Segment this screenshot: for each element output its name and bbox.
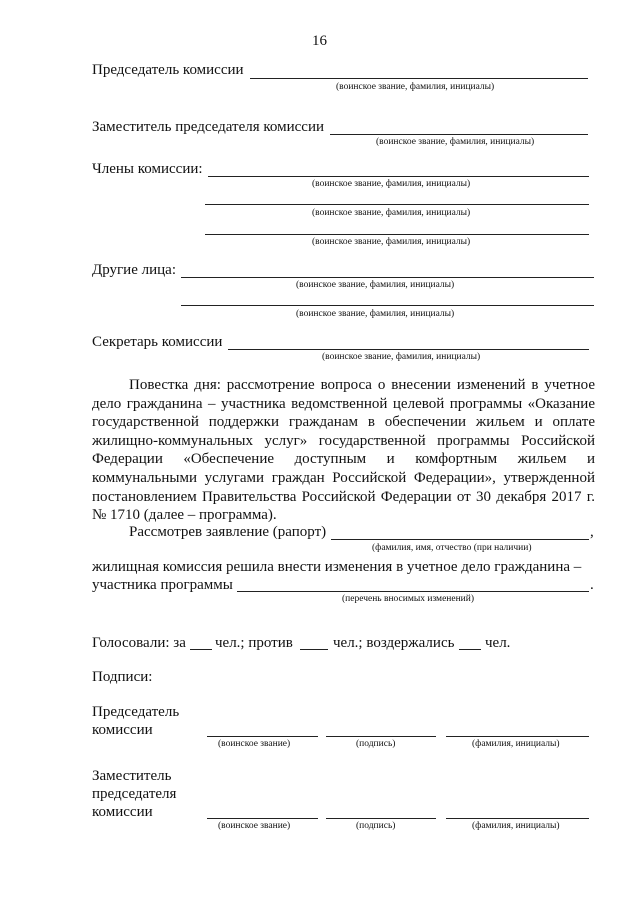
- chairman-line: [250, 78, 588, 79]
- sig-deputy-cap-name: (фамилия, инициалы): [472, 821, 560, 831]
- vote-against-label: чел.; против: [215, 635, 293, 651]
- sig-deputy-sign-line: [326, 818, 436, 819]
- sig-chairman-cap-name: (фамилия, инициалы): [472, 739, 560, 749]
- considered-label: Рассмотрев заявление (рапорт): [129, 524, 327, 540]
- agenda-paragraph: Повестка дня: рассмотрение вопроса о внесении изменений в учетное дело гражданина – участника ведомственной целевой программы «Оказание государственной поддержки гражданам в обеспечении жильем и оплате жилищно-коммунальных услуг» государственной программы Российской Федерации «Обеспечение доступным и комфортным жильем и коммунальными услугами граждан Российской Федерации», утвержденной постановлением Правительства Российской Федерации от 30 декабря 2017 г. № 1710 (далее – программа).: [92, 377, 595, 524]
- decision-label-2: участника программы: [92, 577, 233, 593]
- considered-line: [331, 539, 589, 540]
- vote-end-label: чел.: [485, 635, 511, 651]
- vote-abstained-label: чел.; воздержались: [333, 635, 455, 651]
- vote-against-blank: [300, 649, 328, 650]
- member-caption-3: (воинское звание, фамилия, инициалы): [312, 237, 471, 247]
- sig-chairman-line-1: Председатель: [92, 704, 180, 720]
- sig-deputy-line-1: Заместитель: [92, 768, 172, 784]
- decision-changes-line: [237, 591, 589, 592]
- sig-chairman-cap-sign: (подпись): [356, 739, 396, 749]
- member-caption-2: (воинское звание, фамилия, инициалы): [312, 208, 471, 218]
- sig-deputy-cap-rank: (воинское звание): [218, 821, 291, 831]
- secretary-label: Секретарь комиссии: [92, 334, 223, 350]
- secretary-caption: (воинское звание, фамилия, инициалы): [322, 352, 481, 362]
- member-line-1: [208, 176, 589, 177]
- deputy-caption: (воинское звание, фамилия, инициалы): [376, 137, 535, 147]
- sig-deputy-name-line: [446, 818, 589, 819]
- others-caption-1: (воинское звание, фамилия, инициалы): [296, 280, 455, 290]
- sig-chairman-sign-line: [326, 736, 436, 737]
- sig-chairman-cap-rank: (воинское звание): [218, 739, 291, 749]
- signatures-title: Подписи:: [92, 669, 153, 685]
- decision-line-1: жилищная комиссия решила внести изменения в учетное дело гражданина –: [92, 559, 582, 575]
- sig-deputy-line-3: комиссии: [92, 804, 153, 820]
- sig-deputy-line-2: председателя: [92, 786, 177, 802]
- vote-for-blank: [190, 649, 212, 650]
- decision-caption: (перечень вносимых изменений): [342, 594, 475, 604]
- members-label: Члены комиссии:: [92, 161, 203, 177]
- sig-deputy-rank-line: [207, 818, 318, 819]
- considered-caption: (фамилия, имя, отчество (при наличии): [372, 543, 532, 553]
- vote-abstained-blank: [459, 649, 481, 650]
- page-number: 16: [312, 33, 327, 49]
- secretary-line: [228, 349, 589, 350]
- deputy-label: Заместитель председателя комиссии: [92, 119, 325, 135]
- sig-chairman-line-2: комиссии: [92, 722, 153, 738]
- chairman-label: Председатель комиссии: [92, 62, 244, 78]
- member-line-2: [205, 204, 589, 205]
- member-caption-1: (воинское звание, фамилия, инициалы): [312, 179, 471, 189]
- vote-for-label: Голосовали: за: [92, 635, 186, 651]
- sig-chairman-name-line: [446, 736, 589, 737]
- deputy-line: [330, 134, 588, 135]
- others-label: Другие лица:: [92, 262, 176, 278]
- sig-chairman-rank-line: [207, 736, 318, 737]
- chairman-caption: (воинское звание, фамилия, инициалы): [336, 82, 495, 92]
- decision-period: .: [590, 577, 594, 593]
- others-line-1: [181, 277, 594, 278]
- others-caption-2: (воинское звание, фамилия, инициалы): [296, 309, 455, 319]
- sig-deputy-cap-sign: (подпись): [356, 821, 396, 831]
- member-line-3: [205, 234, 589, 235]
- considered-comma: ,: [590, 524, 594, 540]
- others-line-2: [181, 305, 594, 306]
